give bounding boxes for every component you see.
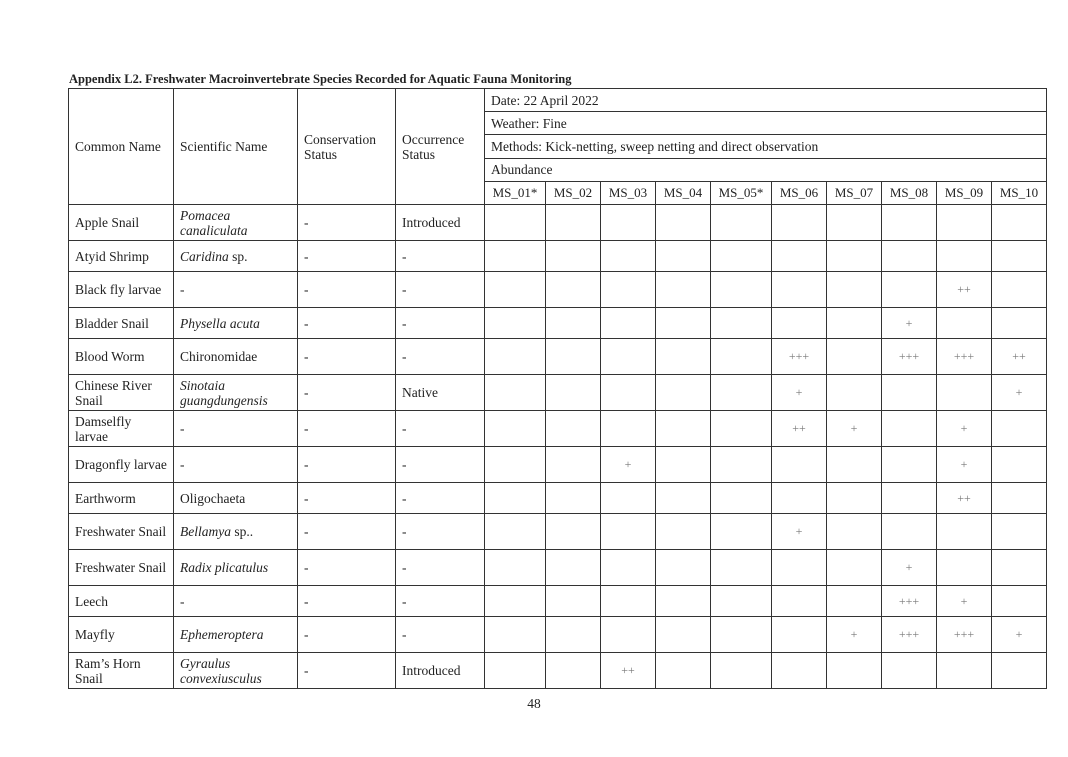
abundance-cell: + (882, 550, 937, 586)
table-row (69, 272, 1047, 308)
common-name-cell: Bladder Snail (69, 308, 174, 339)
abundance-cell (656, 308, 711, 339)
abundance-cell (485, 586, 546, 617)
abundance-cell: + (937, 411, 992, 447)
abundance-cell (546, 375, 601, 411)
conservation-status-cell: - (298, 514, 396, 550)
abundance-cell (827, 375, 882, 411)
abundance-cell (546, 586, 601, 617)
site-header-cell: MS_02 (546, 181, 601, 204)
scientific-name-part: sp.. (230, 524, 254, 539)
abundance-cell (656, 272, 711, 308)
abundance-cell (711, 411, 772, 447)
occurrence-status-cell: Introduced (396, 653, 485, 689)
scientific-name-part: Ephemeroptera (180, 627, 264, 642)
abundance-cell (711, 483, 772, 514)
site-header-cell: MS_06 (772, 181, 827, 204)
abundance-cell (711, 339, 772, 375)
abundance-cell: +++ (937, 339, 992, 375)
conservation-status-cell: - (298, 483, 396, 514)
table-row (69, 375, 1047, 411)
abundance-cell: + (937, 447, 992, 483)
common-name-cell: Chinese River Snail (69, 375, 174, 411)
abundance-cell (485, 272, 546, 308)
common-name-cell: Freshwater Snail (69, 514, 174, 550)
table-row (69, 411, 1047, 447)
abundance-cell: ++ (937, 272, 992, 308)
common-name-cell: Black fly larvae (69, 272, 174, 308)
table-row (69, 308, 1047, 339)
abundance-cell (485, 550, 546, 586)
abundance-cell (601, 241, 656, 272)
survey-methods: Methods: Kick-netting, sweep netting and direct observation (485, 135, 1047, 158)
abundance-cell (992, 241, 1047, 272)
common-name-cell: Leech (69, 586, 174, 617)
scientific-name-cell (174, 308, 298, 339)
scientific-name-cell (174, 617, 298, 653)
common-name-cell: Earthworm (69, 483, 174, 514)
abundance-label: Abundance (485, 158, 1047, 181)
abundance-cell: + (827, 617, 882, 653)
occurrence-status-cell: Native (396, 375, 485, 411)
abundance-cell (992, 550, 1047, 586)
abundance-cell (772, 617, 827, 653)
abundance-cell: + (882, 308, 937, 339)
abundance-cell (601, 411, 656, 447)
abundance-cell (485, 483, 546, 514)
abundance-cell (772, 308, 827, 339)
abundance-cell (656, 411, 711, 447)
conservation-status-cell: - (298, 550, 396, 586)
abundance-cell (546, 205, 601, 241)
scientific-name-cell (174, 586, 298, 617)
species-table (68, 88, 1047, 689)
abundance-cell (772, 272, 827, 308)
scientific-name-cell (174, 447, 298, 483)
abundance-cell (772, 241, 827, 272)
occurrence-status-cell: - (396, 447, 485, 483)
occurrence-status-cell: - (396, 411, 485, 447)
conservation-status-cell: - (298, 272, 396, 308)
scientific-name-part: Radix plicatulus (180, 560, 269, 575)
abundance-cell (656, 617, 711, 653)
abundance-cell (882, 447, 937, 483)
abundance-cell (772, 205, 827, 241)
table-row (69, 586, 1047, 617)
scientific-name-cell (174, 241, 298, 272)
abundance-cell (546, 617, 601, 653)
abundance-cell (546, 339, 601, 375)
scientific-name-part: - (180, 421, 185, 436)
abundance-cell (485, 411, 546, 447)
abundance-cell: + (937, 586, 992, 617)
table-row (69, 617, 1047, 653)
abundance-cell (656, 550, 711, 586)
common-name-cell: Apple Snail (69, 205, 174, 241)
table-caption: Appendix L2. Freshwater Macroinvertebrate Species Recorded for Aquatic Fauna Monitoring (69, 72, 572, 86)
scientific-name-cell (174, 550, 298, 586)
site-header-cell: MS_04 (656, 181, 711, 204)
abundance-cell (485, 653, 546, 689)
abundance-cell (827, 514, 882, 550)
conservation-status-cell: - (298, 411, 396, 447)
occurrence-status-cell: - (396, 586, 485, 617)
scientific-name-cell (174, 375, 298, 411)
common-name-cell: Ram’s Horn Snail (69, 653, 174, 689)
abundance-cell (937, 653, 992, 689)
abundance-cell (601, 483, 656, 514)
occurrence-status-cell: Introduced (396, 205, 485, 241)
abundance-cell (601, 339, 656, 375)
abundance-cell (656, 514, 711, 550)
scientific-name-part: Gyraulus convexiusculus (180, 655, 262, 686)
abundance-cell (546, 653, 601, 689)
abundance-cell (937, 241, 992, 272)
abundance-cell (882, 272, 937, 308)
abundance-cell (827, 653, 882, 689)
page-number: 48 (527, 696, 541, 711)
conservation-status-cell: - (298, 617, 396, 653)
abundance-cell (992, 272, 1047, 308)
conservation-status-cell: - (298, 241, 396, 272)
abundance-cell (827, 272, 882, 308)
abundance-cell (656, 241, 711, 272)
abundance-cell (656, 586, 711, 617)
site-header-cell: MS_08 (882, 181, 937, 204)
site-header-cell: MS_09 (937, 181, 992, 204)
abundance-cell (485, 514, 546, 550)
scientific-name-part: Pomacea canaliculata (180, 207, 248, 238)
abundance-cell (711, 375, 772, 411)
abundance-cell (992, 411, 1047, 447)
abundance-cell (772, 550, 827, 586)
abundance-cell: +++ (882, 586, 937, 617)
scientific-name-cell (174, 339, 298, 375)
abundance-cell (485, 617, 546, 653)
abundance-cell: ++ (772, 411, 827, 447)
scientific-name-part: - (180, 593, 185, 609)
scientific-name-part: - (180, 282, 185, 297)
abundance-cell (711, 617, 772, 653)
abundance-cell (546, 550, 601, 586)
scientific-name-part: Chironomidae (180, 349, 258, 364)
abundance-cell (937, 205, 992, 241)
abundance-cell (882, 411, 937, 447)
abundance-cell (601, 375, 656, 411)
abundance-cell (601, 308, 656, 339)
abundance-cell (827, 483, 882, 514)
abundance-cell (711, 205, 772, 241)
abundance-cell (656, 339, 711, 375)
abundance-cell (711, 447, 772, 483)
abundance-cell (882, 375, 937, 411)
table-row (69, 550, 1047, 586)
header-scientific-name: Scientific Name (174, 89, 298, 205)
abundance-cell: + (992, 375, 1047, 411)
abundance-cell: +++ (937, 617, 992, 653)
abundance-cell (882, 483, 937, 514)
abundance-cell (992, 483, 1047, 514)
abundance-cell (546, 447, 601, 483)
occurrence-status-cell: - (396, 617, 485, 653)
conservation-status-cell: - (298, 653, 396, 689)
survey-weather: Weather: Fine (485, 112, 1047, 135)
abundance-cell (656, 447, 711, 483)
abundance-cell (772, 447, 827, 483)
abundance-cell (601, 586, 656, 617)
occurrence-status-cell: - (396, 483, 485, 514)
scientific-name-cell (174, 411, 298, 447)
abundance-cell (601, 550, 656, 586)
scientific-name-part: Oligochaeta (180, 490, 246, 506)
conservation-status-cell: - (298, 586, 396, 617)
abundance-cell (992, 308, 1047, 339)
abundance-cell (772, 483, 827, 514)
abundance-cell (711, 653, 772, 689)
conservation-status-cell: - (298, 447, 396, 483)
abundance-cell (546, 514, 601, 550)
table-row (69, 653, 1047, 689)
occurrence-status-cell: - (396, 241, 485, 272)
abundance-cell (656, 483, 711, 514)
scientific-name-part: Physella acuta (180, 315, 260, 331)
abundance-cell (992, 586, 1047, 617)
common-name-cell: Blood Worm (69, 339, 174, 375)
site-header-cell: MS_07 (827, 181, 882, 204)
abundance-cell (601, 272, 656, 308)
scientific-name-cell (174, 514, 298, 550)
table-row (69, 514, 1047, 550)
abundance-cell (546, 308, 601, 339)
conservation-status-cell: - (298, 375, 396, 411)
abundance-cell (656, 653, 711, 689)
abundance-cell (546, 411, 601, 447)
abundance-cell: +++ (882, 617, 937, 653)
table-row (69, 205, 1047, 241)
abundance-cell (546, 241, 601, 272)
abundance-cell (601, 617, 656, 653)
abundance-cell (656, 205, 711, 241)
abundance-cell (711, 586, 772, 617)
abundance-cell: +++ (882, 339, 937, 375)
abundance-cell (711, 550, 772, 586)
survey-date: Date: 22 April 2022 (485, 89, 1047, 112)
abundance-cell: ++ (992, 339, 1047, 375)
header-common-name: Common Name (69, 89, 174, 205)
header-conservation-status: Conservation Status (298, 89, 396, 205)
abundance-cell (882, 653, 937, 689)
scientific-name-part: Sinotaia guangdungensis (180, 377, 268, 408)
abundance-cell (827, 241, 882, 272)
abundance-cell: + (772, 514, 827, 550)
abundance-cell: ++ (601, 653, 656, 689)
abundance-cell (656, 375, 711, 411)
abundance-cell (772, 653, 827, 689)
abundance-cell (827, 205, 882, 241)
abundance-cell (485, 205, 546, 241)
abundance-cell (601, 205, 656, 241)
abundance-cell (992, 447, 1047, 483)
table-row (69, 241, 1047, 272)
abundance-cell (937, 514, 992, 550)
common-name-cell: Atyid Shrimp (69, 241, 174, 272)
abundance-cell (882, 241, 937, 272)
abundance-cell (937, 550, 992, 586)
abundance-cell (827, 308, 882, 339)
abundance-cell (711, 241, 772, 272)
scientific-name-cell (174, 483, 298, 514)
header-occurrence-status: Occurrence Status (396, 89, 485, 205)
table-row (69, 447, 1047, 483)
table-row (69, 483, 1047, 514)
abundance-cell (992, 514, 1047, 550)
occurrence-status-cell: - (396, 339, 485, 375)
abundance-cell (882, 514, 937, 550)
scientific-name-part: Caridina (180, 248, 229, 264)
abundance-cell (772, 586, 827, 617)
abundance-cell (937, 308, 992, 339)
scientific-name-part: Bellamya (180, 524, 231, 539)
site-header-cell: MS_10 (992, 181, 1047, 204)
abundance-cell: ++ (937, 483, 992, 514)
abundance-cell: + (992, 617, 1047, 653)
scientific-name-cell (174, 272, 298, 308)
table-row (69, 339, 1047, 375)
occurrence-status-cell: - (396, 514, 485, 550)
conservation-status-cell: - (298, 339, 396, 375)
abundance-cell (546, 272, 601, 308)
abundance-cell (546, 483, 601, 514)
common-name-cell: Dragonfly larvae (69, 447, 174, 483)
occurrence-status-cell: - (396, 272, 485, 308)
scientific-name-cell (174, 205, 298, 241)
abundance-cell (601, 514, 656, 550)
common-name-cell: Mayfly (69, 617, 174, 653)
abundance-cell (485, 375, 546, 411)
abundance-cell: + (827, 411, 882, 447)
site-header-cell: MS_01* (485, 181, 546, 204)
abundance-cell: + (772, 375, 827, 411)
abundance-cell (711, 514, 772, 550)
conservation-status-cell: - (298, 308, 396, 339)
abundance-cell (485, 447, 546, 483)
abundance-cell: + (601, 447, 656, 483)
abundance-cell (827, 586, 882, 617)
abundance-cell (882, 205, 937, 241)
abundance-cell (827, 339, 882, 375)
site-header-cell: MS_05* (711, 181, 772, 204)
abundance-cell (711, 308, 772, 339)
common-name-cell: Freshwater Snail (69, 550, 174, 586)
abundance-cell (711, 272, 772, 308)
abundance-cell (937, 375, 992, 411)
common-name-cell: Damselfly larvae (69, 411, 174, 447)
abundance-cell (992, 205, 1047, 241)
site-header-cell: MS_03 (601, 181, 656, 204)
scientific-name-part: sp. (228, 248, 248, 264)
scientific-name-cell (174, 653, 298, 689)
abundance-cell: +++ (772, 339, 827, 375)
scientific-name-part: - (180, 457, 185, 472)
abundance-cell (485, 308, 546, 339)
occurrence-status-cell: - (396, 550, 485, 586)
abundance-cell (992, 653, 1047, 689)
abundance-cell (827, 447, 882, 483)
abundance-cell (827, 550, 882, 586)
conservation-status-cell: - (298, 205, 396, 241)
occurrence-status-cell: - (396, 308, 485, 339)
abundance-cell (485, 241, 546, 272)
abundance-cell (485, 339, 546, 375)
